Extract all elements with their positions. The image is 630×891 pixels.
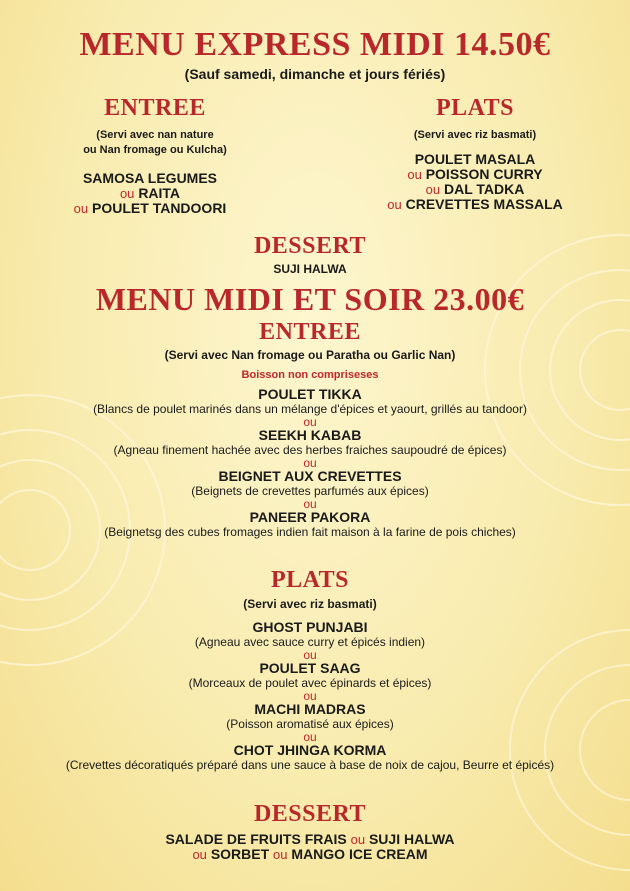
ou-label: ou xyxy=(119,186,135,201)
entree-item-desc: (Beignets de crevettes parfumés aux épices) xyxy=(191,484,429,498)
ou-label: ou xyxy=(407,167,422,182)
midi-soir-plats-note: (Servi avec riz basmati) xyxy=(243,597,377,611)
ou-label: ou xyxy=(387,197,402,212)
express-plats-note: (Servi avec riz basmati) xyxy=(413,129,537,141)
midi-soir-menu-title: MENU MIDI ET SOIR 23.00€ xyxy=(95,281,525,317)
plat-item-name: CHOT JHINGA KORMA xyxy=(233,742,387,758)
dessert-item-salade: SALADE DE FRUITS FRAIS xyxy=(165,831,347,847)
entree-item-desc: (Blancs de poulet marinés dans un mélange d'épices et yaourt, grillés au tandoor) xyxy=(93,402,527,416)
ou-label: ou xyxy=(303,497,317,511)
express-plats-item-dal: DAL TADKA xyxy=(443,181,525,197)
boisson-note: Boisson non compriseses xyxy=(241,369,379,381)
express-dessert-item: SUJI HALWA xyxy=(273,262,347,276)
express-entree-items xyxy=(0,171,300,216)
express-entree-item-tandoori-line xyxy=(0,201,300,216)
plat-item-desc: (Crevettes décoratiqués préparé dans une sauce à base de noix de cajou, Beurre et épicés) xyxy=(65,758,555,772)
midi-soir-plats-list xyxy=(0,620,620,773)
midi-soir-entree-list xyxy=(0,387,620,540)
express-plats-item-crevettes-line xyxy=(330,197,620,212)
entree-item-desc: (Beignetsg des cubes fromages indien fait maison à la farine de pois chiches) xyxy=(104,525,516,539)
express-menu-subtitle: (Sauf samedi, dimanche et jours fériés) xyxy=(184,66,446,82)
express-plats-item-poisson: POISSON CURRY xyxy=(425,166,543,182)
ou-label: ou xyxy=(350,832,366,847)
plat-item-desc: (Poisson aromatisé aux épices) xyxy=(226,717,394,731)
ou-label: ou xyxy=(73,201,89,216)
express-entree-item-samosa: SAMOSA LEGUMES xyxy=(82,170,218,186)
entree-item-name: SEEKH KABAB xyxy=(258,427,362,443)
express-entree-item-tandoori: POULET TANDOORI xyxy=(92,200,227,216)
express-menu-title: MENU EXPRESS MIDI 14.50€ xyxy=(79,26,551,63)
dessert-item-sorbet: SORBET xyxy=(210,846,270,862)
ou-label: ou xyxy=(303,689,317,703)
express-plats-items xyxy=(330,152,620,212)
ou-label: ou xyxy=(303,730,317,744)
ou-label: ou xyxy=(425,182,441,197)
express-entree-note xyxy=(10,128,300,158)
express-entree-item-raita: RAITA xyxy=(138,185,181,201)
dessert-item-halwa: SUJI HALWA xyxy=(368,831,455,847)
dessert-line-2 xyxy=(0,847,620,862)
plat-item-desc: (Morceaux de poulet avec épinards et épices) xyxy=(188,676,432,690)
plat-item-name: POULET SAAG xyxy=(259,660,361,676)
midi-soir-dessert-items xyxy=(0,832,620,862)
entree-item-name: PANEER PAKORA xyxy=(249,509,371,525)
plat-item-desc: (Agneau avec sauce curry et épicés indien) xyxy=(194,635,426,649)
entree-item-name: POULET TIKKA xyxy=(258,386,362,402)
express-plats-item-masala: POULET MASALA xyxy=(414,151,536,167)
midi-soir-entree-note: (Servi avec Nan fromage ou Paratha ou Garlic Nan) xyxy=(164,348,456,362)
entree-item-name: BEIGNET AUX CREVETTES xyxy=(218,468,402,484)
midi-soir-entree-heading: ENTREE xyxy=(259,319,361,345)
dessert-line-1 xyxy=(0,832,620,847)
express-plats-item-dal-line xyxy=(330,182,620,197)
express-entree-item-raita-line xyxy=(0,186,300,201)
entree-item-desc: (Agneau finement hachée avec des herbes fraiches saupoudré de épices) xyxy=(113,443,507,457)
express-plats-item-crevettes: CREVETTES MASSALA xyxy=(405,196,563,212)
ou-label: ou xyxy=(303,415,317,429)
express-plats-heading: PLATS xyxy=(435,95,515,121)
express-entree-heading: ENTREE xyxy=(104,95,206,121)
ou-label: ou xyxy=(192,847,207,862)
plat-item-name: GHOST PUNJABI xyxy=(252,619,368,635)
ou-label: ou xyxy=(303,456,317,470)
dessert-item-mango: MANGO ICE CREAM xyxy=(291,846,428,862)
express-dessert-heading: DESSERT xyxy=(253,233,367,259)
express-plats-item-poisson-line xyxy=(330,167,620,182)
express-entree-note-line1: (Servi avec nan nature xyxy=(96,129,214,141)
ou-label: ou xyxy=(303,648,317,662)
midi-soir-plats-heading: PLATS xyxy=(270,567,350,593)
plat-item-name: MACHI MADRAS xyxy=(254,701,366,717)
express-entree-note-line2: ou Nan fromage ou Kulcha) xyxy=(83,144,227,156)
ou-label: ou xyxy=(273,847,288,862)
midi-soir-dessert-heading: DESSERT xyxy=(253,801,367,827)
